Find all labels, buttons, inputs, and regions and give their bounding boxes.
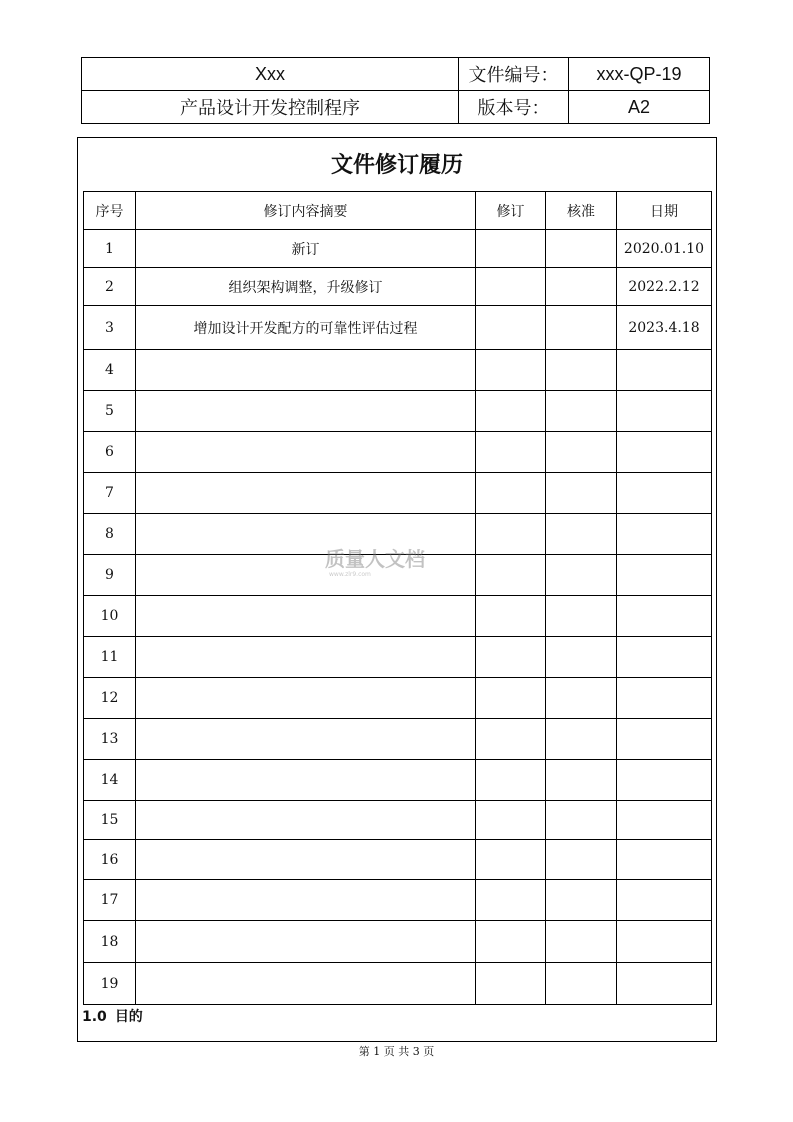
row-date: 2020.01.10	[617, 230, 712, 268]
row-number: 19	[84, 963, 136, 1005]
row-date	[617, 963, 712, 1005]
row-revise	[476, 678, 546, 719]
table-row	[84, 801, 712, 840]
row-number: 17	[84, 880, 136, 921]
page-title: 文件修订履历	[330, 153, 463, 178]
table-row	[84, 268, 712, 306]
row-revise	[476, 555, 546, 596]
row-approve	[546, 230, 617, 268]
row-revise	[476, 432, 546, 473]
table-row	[84, 840, 712, 880]
row-revise	[476, 801, 546, 840]
doc-number-value: xxx-QP-19	[569, 58, 710, 91]
row-number: 12	[84, 678, 136, 719]
row-approve	[546, 840, 617, 880]
section-heading	[82, 1006, 143, 1026]
row-date	[617, 473, 712, 514]
row-number: 6	[84, 432, 136, 473]
row-number: 18	[84, 921, 136, 963]
col-header-summary: 修订内容摘要	[136, 192, 476, 230]
row-approve	[546, 880, 617, 921]
row-revise	[476, 473, 546, 514]
row-revise	[476, 350, 546, 391]
row-number: 4	[84, 350, 136, 391]
row-summary	[136, 350, 476, 391]
row-date	[617, 678, 712, 719]
row-number: 15	[84, 801, 136, 840]
section-title: 目的	[114, 1009, 143, 1025]
table-row	[84, 473, 712, 514]
row-date	[617, 555, 712, 596]
row-approve	[546, 963, 617, 1005]
col-header-approve: 核准	[546, 192, 617, 230]
row-revise	[476, 840, 546, 880]
table-row	[84, 391, 712, 432]
row-number: 9	[84, 555, 136, 596]
row-revise	[476, 514, 546, 555]
row-approve	[546, 391, 617, 432]
table-row	[84, 760, 712, 801]
revision-table	[83, 191, 712, 1005]
table-row	[84, 921, 712, 963]
row-summary: 增加设计开发配方的可靠性评估过程	[136, 306, 476, 350]
row-approve	[546, 719, 617, 760]
row-revise	[476, 880, 546, 921]
row-date	[617, 391, 712, 432]
row-revise	[476, 921, 546, 963]
doc-number-label: 文件编号：	[459, 58, 569, 91]
table-row	[84, 637, 712, 678]
table-row	[84, 350, 712, 391]
table-row	[84, 719, 712, 760]
table-row	[84, 230, 712, 268]
row-revise	[476, 760, 546, 801]
row-approve	[546, 760, 617, 801]
row-summary: 组织架构调整，升级修订	[136, 268, 476, 306]
row-summary	[136, 760, 476, 801]
row-revise	[476, 230, 546, 268]
row-date	[617, 840, 712, 880]
row-number: 10	[84, 596, 136, 637]
row-approve	[546, 678, 617, 719]
row-date: 2022.2.12	[617, 268, 712, 306]
table-row	[84, 963, 712, 1005]
row-date	[617, 432, 712, 473]
row-number: 2	[84, 268, 136, 306]
row-summary	[136, 596, 476, 637]
page-footer: 第 1 页 共 3 页	[358, 1045, 435, 1058]
row-number: 16	[84, 840, 136, 880]
watermark-text: 质量人文档	[325, 547, 425, 571]
revision-history-frame	[77, 137, 717, 1042]
table-row	[84, 432, 712, 473]
row-approve	[546, 921, 617, 963]
row-date	[617, 801, 712, 840]
row-date	[617, 350, 712, 391]
row-summary	[136, 473, 476, 514]
row-date	[617, 514, 712, 555]
row-summary	[136, 432, 476, 473]
document-header-table	[81, 57, 710, 124]
row-date	[617, 719, 712, 760]
row-summary	[136, 391, 476, 432]
watermark-logo	[325, 546, 465, 578]
row-approve	[546, 268, 617, 306]
row-summary	[136, 637, 476, 678]
company-name: Xxx	[82, 58, 459, 91]
row-approve	[546, 637, 617, 678]
row-summary	[136, 840, 476, 880]
version-label: 版本号：	[459, 91, 569, 124]
row-revise	[476, 268, 546, 306]
row-number: 11	[84, 637, 136, 678]
row-revise	[476, 963, 546, 1005]
row-date	[617, 921, 712, 963]
table-row	[84, 596, 712, 637]
col-header-revise: 修订	[476, 192, 546, 230]
row-number: 5	[84, 391, 136, 432]
table-row	[84, 306, 712, 350]
row-revise	[476, 596, 546, 637]
row-number: 8	[84, 514, 136, 555]
row-summary	[136, 719, 476, 760]
col-header-date: 日期	[617, 192, 712, 230]
row-summary	[136, 921, 476, 963]
doc-name: 产品设计开发控制程序	[82, 91, 459, 124]
table-row	[84, 880, 712, 921]
row-revise	[476, 306, 546, 350]
row-approve	[546, 596, 617, 637]
section-number: 1.0	[82, 1009, 107, 1025]
row-approve	[546, 350, 617, 391]
row-approve	[546, 432, 617, 473]
version-value: A2	[569, 91, 710, 124]
row-date	[617, 596, 712, 637]
table-header-row	[84, 192, 712, 230]
row-number: 3	[84, 306, 136, 350]
row-approve	[546, 555, 617, 596]
row-date	[617, 880, 712, 921]
row-approve	[546, 801, 617, 840]
row-approve	[546, 514, 617, 555]
col-header-no: 序号	[84, 192, 136, 230]
row-number: 7	[84, 473, 136, 514]
row-revise	[476, 391, 546, 432]
row-approve	[546, 473, 617, 514]
row-summary	[136, 678, 476, 719]
watermark-url: www.zlr9.com	[329, 571, 371, 578]
row-number: 13	[84, 719, 136, 760]
table-row	[84, 678, 712, 719]
row-date: 2023.4.18	[617, 306, 712, 350]
row-date	[617, 760, 712, 801]
row-date	[617, 637, 712, 678]
row-number: 1	[84, 230, 136, 268]
row-revise	[476, 637, 546, 678]
row-summary: 新订	[136, 230, 476, 268]
row-number: 14	[84, 760, 136, 801]
row-summary	[136, 963, 476, 1005]
row-summary	[136, 801, 476, 840]
row-summary	[136, 880, 476, 921]
row-revise	[476, 719, 546, 760]
row-approve	[546, 306, 617, 350]
